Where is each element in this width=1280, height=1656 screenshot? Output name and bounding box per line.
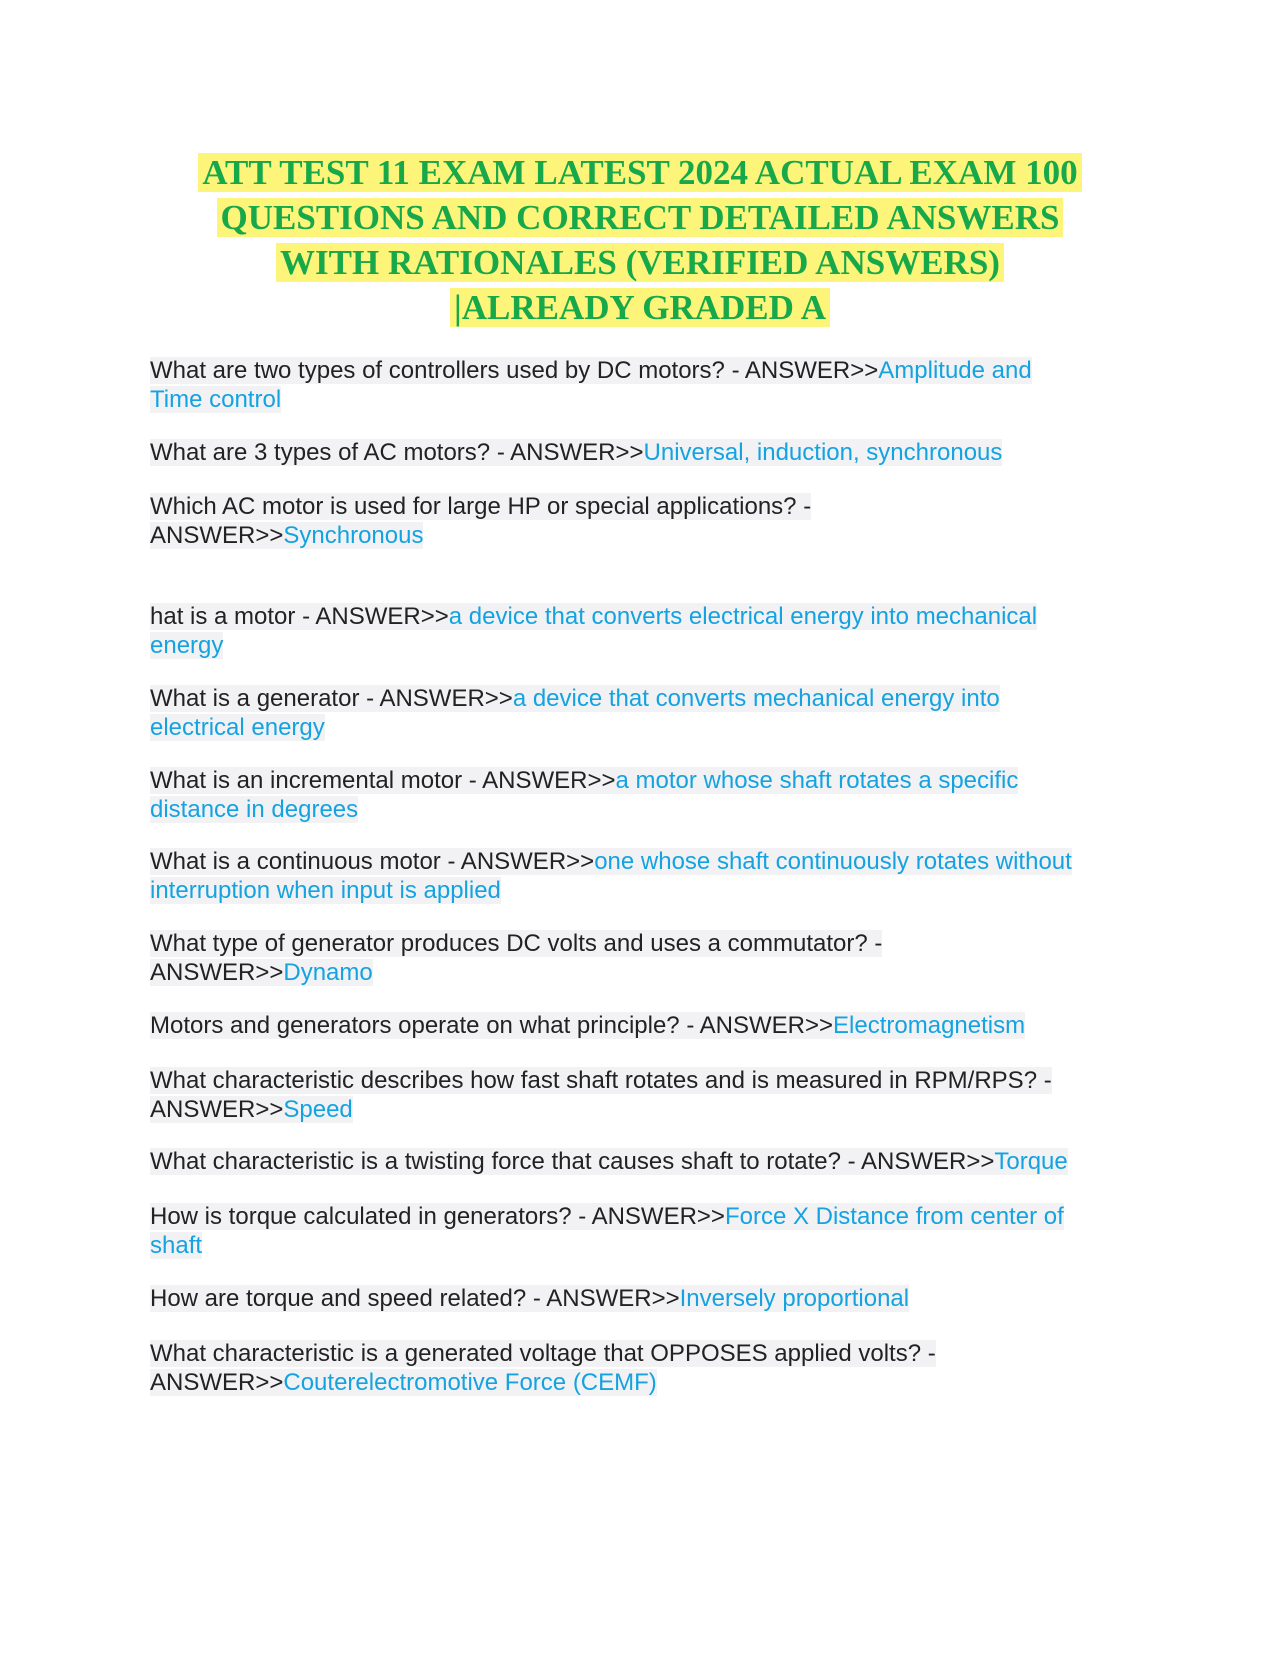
qa-line-text (150, 357, 1032, 384)
question-text: What is a continuous motor - ANSWER>> (150, 848, 595, 875)
answer-text: interruption when input is applied (150, 877, 501, 904)
answer-text: a device that converts electrical energy into mechanical (448, 603, 1038, 630)
answer-text: Synchronous (283, 522, 424, 549)
qa-line (150, 1284, 1150, 1313)
qa-line (150, 713, 1150, 742)
qa-line (150, 1011, 1150, 1040)
qa-line-text (150, 493, 811, 520)
qa-line (150, 385, 1150, 414)
qa-line-text (150, 714, 325, 741)
qa-line-text (150, 685, 1000, 712)
title-line: |ALREADY GRADED A (130, 285, 1150, 330)
qa-line-text (150, 1067, 1052, 1094)
qa-line (150, 929, 1150, 958)
question-text: What are 3 types of AC motors? - ANSWER>> (150, 439, 644, 466)
answer-text: Force X Distance from center of (724, 1203, 1064, 1230)
title-line: QUESTIONS AND CORRECT DETAILED ANSWERS (130, 195, 1150, 240)
qa-line (150, 1339, 1150, 1368)
qa-line-text (150, 930, 882, 957)
answer-text: Torque (994, 1148, 1068, 1175)
question-text: What are two types of controllers used by DC motors? - ANSWER>> (150, 357, 879, 384)
answer-text: Time control (150, 386, 282, 413)
qa-line-text (150, 796, 358, 823)
qa-line-text (150, 1148, 1068, 1175)
qa-line (150, 602, 1150, 631)
qa-line (150, 684, 1150, 713)
qa-line-text (150, 439, 1002, 466)
qa-line (150, 356, 1150, 385)
qa-line (150, 631, 1150, 660)
qa-item (150, 1339, 1150, 1397)
qa-line-text (150, 1340, 936, 1367)
qa-item (150, 684, 1150, 742)
answer-text: a device that converts mechanical energy into (512, 685, 1000, 712)
qa-item (150, 602, 1150, 660)
question-text: ANSWER>> (150, 1369, 284, 1396)
qa-line (150, 795, 1150, 824)
answer-text: shaft (150, 1232, 203, 1259)
qa-line-text (150, 848, 1072, 875)
qa-line (150, 1202, 1150, 1231)
document-title (130, 150, 1150, 330)
question-text: What characteristic is a twisting force that causes shaft to rotate? - ANSWER>> (150, 1148, 995, 1175)
qa-line-text (150, 959, 373, 986)
question-text: What is a generator - ANSWER>> (150, 685, 513, 712)
qa-line-text (150, 1012, 1025, 1039)
qa-line-text (150, 1096, 353, 1123)
question-text: What is an incremental motor - ANSWER>> (150, 767, 616, 794)
qa-line-text (150, 1203, 1064, 1230)
question-text: ANSWER>> (150, 1096, 284, 1123)
qa-item (150, 492, 1150, 550)
qa-line (150, 876, 1150, 905)
qa-item (150, 438, 1150, 467)
qa-line-text (150, 877, 501, 904)
qa-line (150, 438, 1150, 467)
qa-line (150, 1095, 1150, 1124)
question-text: What characteristic describes how fast shaft rotates and is measured in RPM/RPS? - (150, 1067, 1052, 1094)
answer-text: Couterelectromotive Force (CEMF) (283, 1369, 657, 1396)
answer-text: Electromagnetism (833, 1012, 1026, 1039)
qa-item (150, 1011, 1150, 1040)
qa-line-text (150, 1369, 657, 1396)
title-line: WITH RATIONALES (VERIFIED ANSWERS) (130, 240, 1150, 285)
qa-line-text (150, 632, 223, 659)
qa-line-text (150, 1232, 202, 1259)
qa-item (150, 1066, 1150, 1124)
qa-item (150, 356, 1150, 414)
qa-item (150, 766, 1150, 824)
qa-line (150, 492, 1150, 521)
question-text: What type of generator produces DC volts and uses a commutator? - (150, 930, 883, 957)
question-text: How is torque calculated in generators? - ANSWER>> (150, 1203, 725, 1230)
title-line: ATT TEST 11 EXAM LATEST 2024 ACTUAL EXAM 100 (130, 150, 1150, 195)
qa-line-text (150, 767, 1018, 794)
qa-line (150, 1147, 1150, 1176)
qa-line (150, 521, 1150, 550)
question-text: Motors and generators operate on what principle? - ANSWER>> (150, 1012, 834, 1039)
qa-line (150, 847, 1150, 876)
answer-text: Universal, induction, synchronous (643, 439, 1003, 466)
answer-text: electrical energy (150, 714, 325, 741)
answer-text: one whose shaft continuously rotates without (594, 848, 1072, 875)
question-text: How are torque and speed related? - ANSWER>> (150, 1285, 680, 1312)
qa-line (150, 958, 1150, 987)
qa-line (150, 1368, 1150, 1397)
qa-line-text (150, 522, 423, 549)
answer-text: Speed (283, 1096, 353, 1123)
question-text: ANSWER>> (150, 959, 284, 986)
qa-item (150, 1202, 1150, 1260)
qa-item (150, 1147, 1150, 1176)
question-text: What characteristic is a generated voltage that OPPOSES applied volts? - (150, 1340, 936, 1367)
answer-text: Dynamo (283, 959, 373, 986)
qa-line (150, 766, 1150, 795)
question-text: Which AC motor is used for large HP or special applications? - (150, 493, 812, 520)
qa-item (150, 1284, 1150, 1313)
answer-text: Inversely proportional (679, 1285, 910, 1312)
answer-text: distance in degrees (150, 796, 359, 823)
qa-line (150, 1066, 1150, 1095)
answer-text: a motor whose shaft rotates a specific (615, 767, 1019, 794)
qa-item (150, 847, 1150, 905)
qa-line (150, 1231, 1150, 1260)
qa-item (150, 929, 1150, 987)
question-text: hat is a motor - ANSWER>> (150, 603, 449, 630)
qa-line-text (150, 603, 1037, 630)
question-text: ANSWER>> (150, 522, 284, 549)
answer-text: Amplitude and (878, 357, 1032, 384)
qa-line-text (150, 1285, 909, 1312)
answer-text: energy (150, 632, 224, 659)
qa-line-text (150, 386, 281, 413)
